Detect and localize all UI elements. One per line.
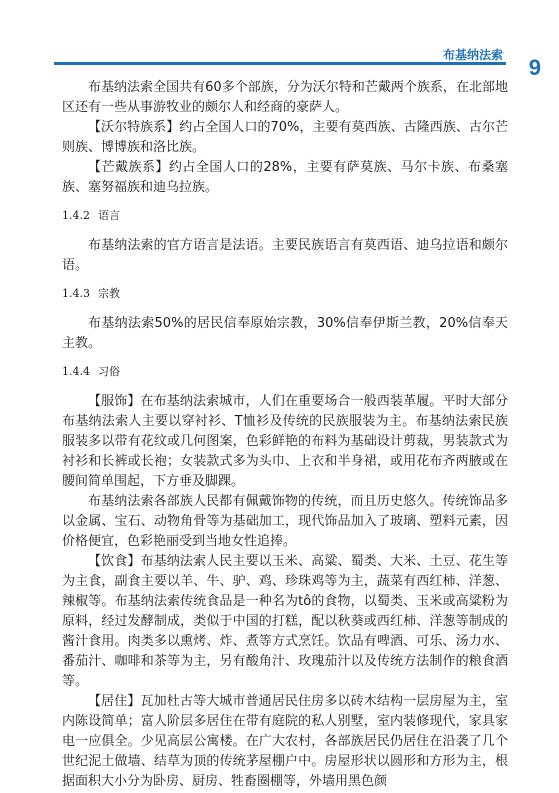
paragraph: 【芒戴族系】约占全国人口的28%，主要有萨莫族、马尔卡族、布桑塞族、塞努福族和迪乌拉族。	[62, 160, 508, 195]
paragraph: 【饮食】布基纳法索人民主要以玉米、高粱、蜀类、大米、土豆、花生等为主食，副食主要以羊、牛、驴、鸡、珍珠鸡等为主，蔬菜有西红柿、洋葱、辣椒等。布基纳法索传统食品是一种名为tô的食物，以蜀类、玉米或高粱粉为原料，经过发酵制成，类似于中国的打糕，配以秋葵或西红柿、洋葱等制成的酱汁食用。肉类多以熏烤、炸、煮等方式烹饪。饮品有啤酒、可乐、汤力水、番茄汁、咖啡和茶等为主，另有酸角汁、玫瑰茄汁以及传统方法制作的粮食酒等。	[62, 554, 508, 689]
section-number: 1.4.2	[62, 209, 90, 222]
paragraph: 【居住】瓦加杜古等大城市普通居民住房多以砖木结构一层房屋为主，室内陈设简单；富人阶层多居住在带有庭院的私人别墅，室内装修现代，家具家电一应俱全。少见高层公寓楼。在广大农村，各部族居民仍居住在沿袭了几个世纪泥土做墙、结草为顶的传统茅屋棚户中。房屋形状以圆形和方形为主，根据面积大小分为卧房、厨房、牲畜圈棚等，外墙用黑色颜	[62, 694, 508, 789]
header-rule	[54, 62, 506, 65]
section-number: 1.4.4	[62, 365, 90, 378]
paragraph: 布基纳法索50%的居民信奉原始宗教，30%信奉伊斯兰教，20%信奉天主教。	[62, 316, 508, 351]
paragraph: 布基纳法索的官方语言是法语。主要民族语言有莫西语、迪乌拉语和颇尔语。	[62, 238, 508, 273]
paragraph: 【沃尔特族系】约占全国人口的70%，主要有莫西族、古隆西族、古尔芒则族、博博族和洛比族。	[62, 120, 508, 155]
section-number: 1.4.3	[62, 287, 90, 300]
section-title: 习俗	[98, 365, 120, 378]
paragraph: 布基纳法索各部族人民都有佩戴饰物的传统，而且历史悠久。传统饰品多以金属、宝石、动物角骨等为基础加工，现代饰品加入了玻璃、塑料元素，因价格便宜，色彩艳丽受到当地女性追捧。	[62, 494, 508, 549]
running-header-title: 布基纳法索	[442, 48, 503, 62]
section-heading-language	[62, 208, 508, 224]
paragraph: 【服饰】在布基纳法索城市，人们在重要场合一般西装革履。平时大部分布基纳法索人主要以穿衬衫、T恤衫及传统的民族服装为主。布基纳法索民族服装多以带有花纹或几何图案，色彩鲜艳的布料为基础设计剪裁，男装款式为衬衫和长裤或长袍；女装款式多为头巾、上衣和半身裙，或用花布齐两腋或在腰间简单围起，下方垂及脚踝。	[62, 394, 508, 489]
section-heading-religion	[62, 286, 508, 302]
section-heading-customs	[62, 364, 508, 380]
section-title: 宗教	[98, 287, 120, 300]
page-number: 9	[528, 55, 541, 80]
page-body	[62, 78, 508, 792]
section-title: 语言	[98, 209, 120, 222]
paragraph: 布基纳法索全国共有60多个部族，分为沃尔特和芒戴两个族系，在北部地区还有一些从事游牧业的颇尔人和经商的豪萨人。	[62, 80, 508, 115]
